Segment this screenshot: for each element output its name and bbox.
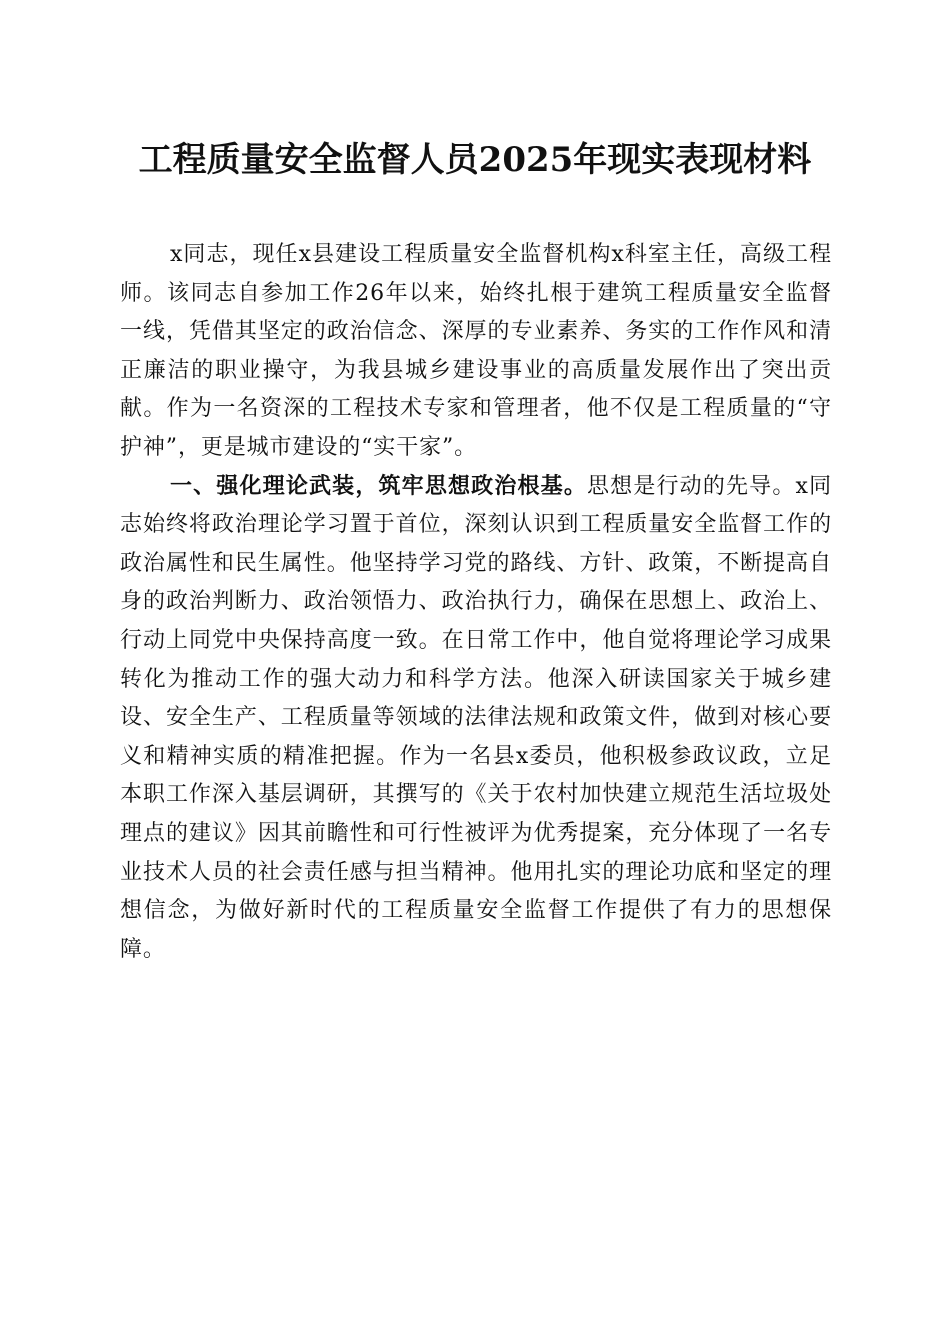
- paragraph-section-1: [120, 468, 832, 970]
- paragraph-text: 思想是行动的先导。x同志始终将政治理论学习置于首位，深刻认识到工程质量安全监督工作的政治属性和民生属性。他坚持学习党的路线、方针、政策，不断提高自身的政治判断力、政治领悟力、政治执行力，确保在思想上、政治上、行动上同党中央保持高度一致。在日常工作中，他自觉将理论学习成果转化为推动工作的强大动力和科学方法。他深入研读国家关于城乡建设、安全生产、工程质量等领域的法律法规和政策文件，做到对核心要义和精神实质的精准把握。作为一名县x委员，他积极参政议政，立足本职工作深入基层调研，其撰写的《关于农村加快建立规范生活垃圾处理点的建议》因其前瞻性和可行性被评为优秀提案，充分体现了一名专业技术人员的社会责任感与担当精神。他用扎实的理论功底和坚定的理想信念，为做好新时代的工程质量安全监督工作提供了有力的思想保障。: [120, 473, 832, 962]
- document-body: [120, 236, 832, 969]
- paragraph-intro: [120, 236, 832, 468]
- paragraph-text: x同志，现任x县建设工程质量安全监督机构x科室主任，高级工程师。该同志自参加工作26年以来，始终扎根于建筑工程质量安全监督一线，凭借其坚定的政治信念、深厚的专业素养、务实的工作作风和清正廉洁的职业操守，为我县城乡建设事业的高质量发展作出了突出贡献。作为一名资深的工程技术专家和管理者，他不仅是工程质量的“守护神”，更是城市建设的“实干家”。: [120, 242, 832, 460]
- document-title: 工程质量安全监督人员2025年现实表现材料: [138, 140, 812, 180]
- section-heading: 一、强化理论武装，筑牢思想政治根基。: [170, 473, 588, 499]
